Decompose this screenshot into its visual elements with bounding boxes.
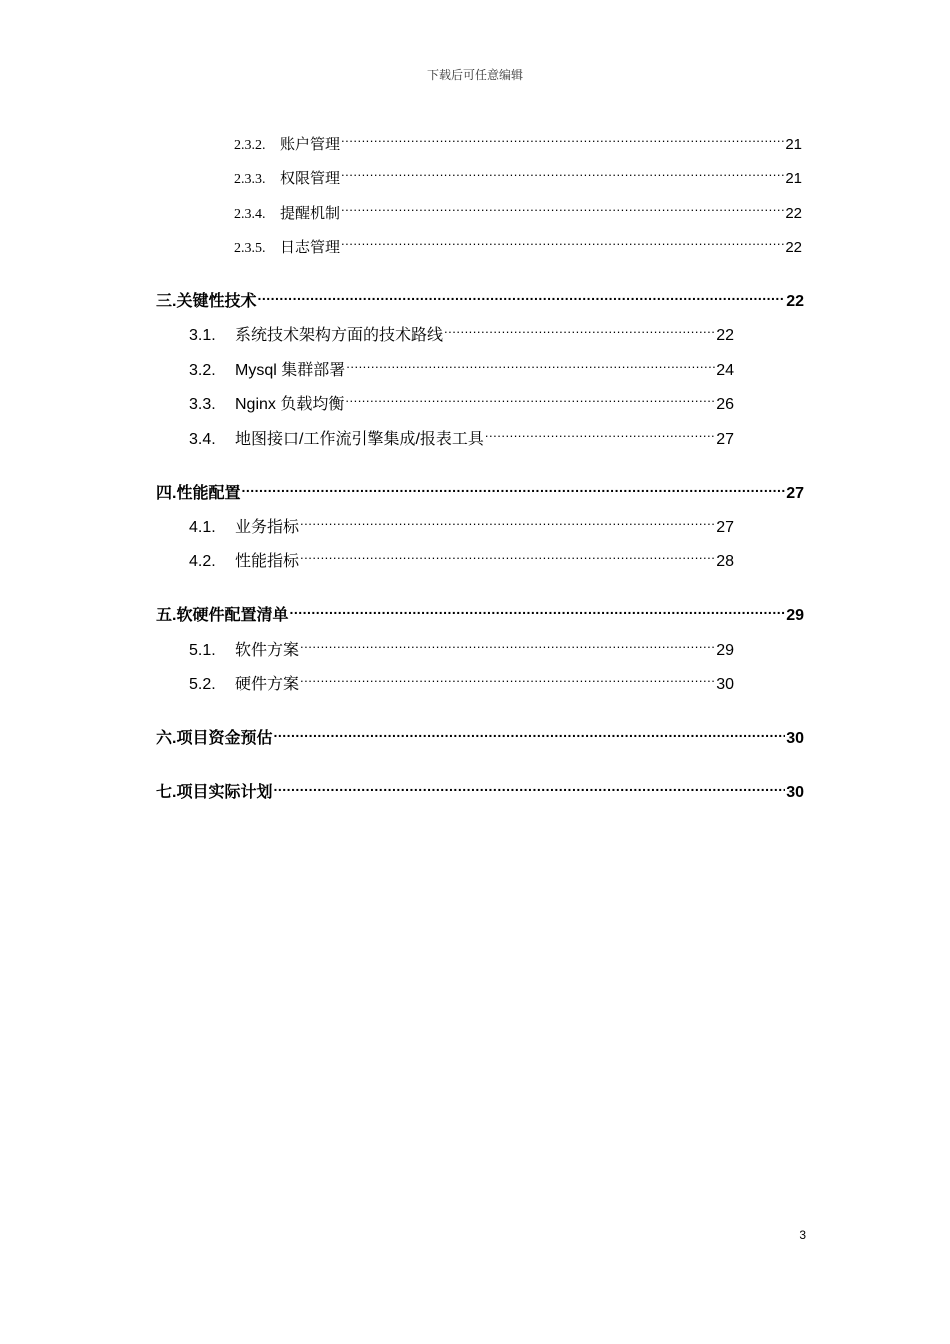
toc-dot-leader — [341, 196, 784, 218]
toc-entry-title: 三.关键性技术 — [156, 293, 257, 310]
toc-entry-title: 软件方案 — [235, 642, 300, 659]
toc-dot-leader — [289, 598, 785, 620]
toc-entry[interactable] — [189, 353, 734, 379]
toc-entry-title: 业务指标 — [235, 519, 300, 536]
toc-entry-title: 四.性能配置 — [156, 485, 241, 502]
toc-entry-number: 3.4. — [189, 431, 216, 448]
toc-entry[interactable] — [189, 510, 734, 536]
toc-entry-number: 2.3.3. — [234, 172, 266, 187]
toc-entry-title: 五.软硬件配置清单 — [156, 607, 289, 624]
toc-dot-leader — [257, 284, 785, 306]
toc-entry-page: 30 — [786, 784, 804, 801]
toc-entry-page: 30 — [716, 676, 734, 693]
toc-entry-page: 22 — [785, 239, 802, 256]
toc-entry-number: 4.2. — [189, 553, 216, 570]
toc-entry-number: 2.3.2. — [234, 138, 266, 153]
toc-entry-number: 2.3.4. — [234, 207, 266, 222]
toc-entry-page: 27 — [786, 485, 804, 502]
toc-entry[interactable] — [234, 196, 802, 222]
toc-entry-title: 提醒机制 — [280, 205, 341, 222]
toc-entry[interactable] — [189, 544, 734, 570]
toc-entry-number: 3.3. — [189, 396, 216, 413]
toc-dot-leader — [346, 353, 715, 375]
toc-entry-title: Mysql 集群部署 — [235, 362, 346, 379]
toc-entry-title: 权限管理 — [280, 170, 341, 187]
toc-entry-page: 29 — [786, 607, 804, 624]
toc-dot-leader — [273, 721, 785, 743]
toc-dot-leader — [300, 667, 715, 689]
toc-dot-leader — [273, 775, 785, 797]
toc-entry-number: 2.3.5. — [234, 241, 266, 256]
toc-entry-page: 24 — [716, 362, 734, 379]
toc-dot-leader — [341, 230, 784, 252]
toc-dot-leader — [345, 387, 715, 409]
toc-entry-number: 3.1. — [189, 327, 216, 344]
toc-entry-page: 30 — [786, 730, 804, 747]
toc-entry[interactable] — [189, 318, 734, 344]
toc-entry-number: 3.2. — [189, 362, 216, 379]
toc-entry-page: 22 — [786, 293, 804, 310]
toc-entry[interactable] — [156, 476, 804, 502]
toc-entry-page: 22 — [785, 205, 802, 222]
toc-entry[interactable] — [189, 387, 734, 413]
toc-entry-page: 26 — [716, 396, 734, 413]
toc-entry[interactable] — [189, 667, 734, 693]
toc-dot-leader — [300, 633, 715, 655]
toc-entry-number: 5.2. — [189, 676, 216, 693]
toc-entry-title: 六.项目资金预估 — [156, 730, 273, 747]
toc-dot-leader — [300, 544, 715, 566]
toc-entry-page: 21 — [785, 170, 802, 187]
toc-entry-title: 账户管理 — [280, 136, 341, 153]
toc-dot-leader — [444, 318, 715, 340]
toc-dot-leader — [341, 161, 784, 183]
toc-dot-leader — [485, 422, 715, 444]
toc-entry[interactable] — [156, 598, 804, 624]
toc-entry[interactable] — [156, 284, 804, 310]
toc-entry[interactable] — [234, 230, 802, 256]
toc-entry-title: 性能指标 — [235, 553, 300, 570]
toc-entry[interactable] — [234, 161, 802, 187]
toc-entry-title: 七.项目实际计划 — [156, 784, 273, 801]
toc-entry[interactable] — [189, 422, 734, 448]
header-note: 下载后可任意编辑 — [426, 68, 523, 82]
toc-entry-title: 系统技术架构方面的技术路线 — [235, 327, 444, 344]
toc-entry[interactable] — [234, 127, 802, 153]
toc-entry-page: 28 — [716, 553, 734, 570]
toc-entry-page: 29 — [716, 642, 734, 659]
toc-entry-page: 27 — [716, 431, 734, 448]
toc-entry-title: 日志管理 — [280, 239, 341, 256]
toc-entry-page: 27 — [716, 519, 734, 536]
toc-entry-title: 硬件方案 — [235, 676, 300, 693]
toc-entry-page: 22 — [716, 327, 734, 344]
toc-dot-leader — [300, 510, 715, 532]
toc-entry[interactable] — [156, 721, 804, 747]
toc-entry-number: 4.1. — [189, 519, 216, 536]
toc-entry-title: Nginx 负载均衡 — [235, 396, 345, 413]
toc-dot-leader — [341, 127, 784, 149]
toc-entry-page: 21 — [785, 136, 802, 153]
toc-entry-number: 5.1. — [189, 642, 216, 659]
toc-dot-leader — [241, 476, 785, 498]
page-number: 3 — [799, 1228, 806, 1242]
toc-entry-title: 地图接口/工作流引擎集成/报表工具 — [235, 431, 484, 448]
toc-entry[interactable] — [156, 775, 804, 801]
toc-entry[interactable] — [189, 633, 734, 659]
